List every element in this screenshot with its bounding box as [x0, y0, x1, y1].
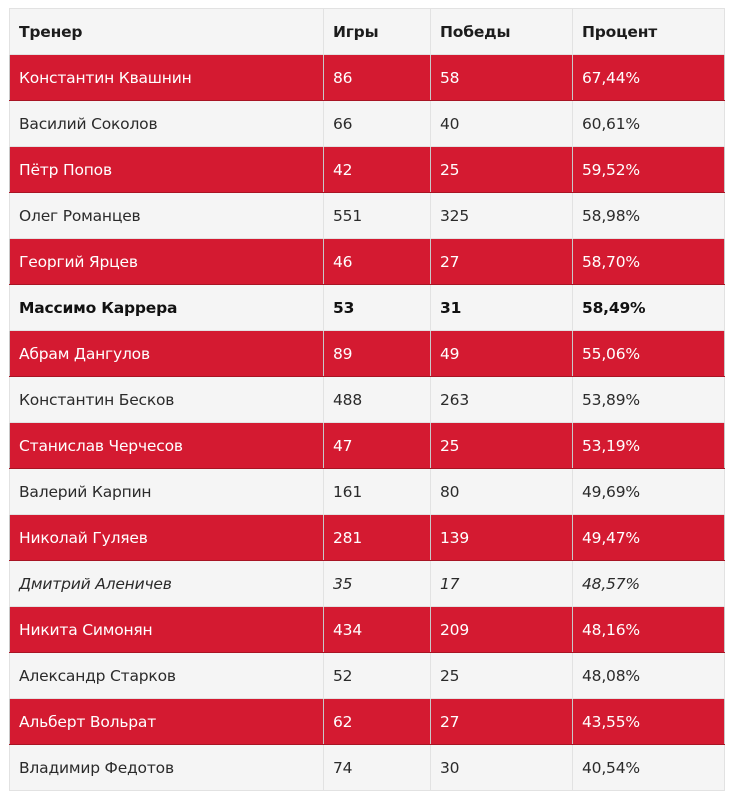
cell-wins: 263	[431, 377, 573, 423]
table-row-highlighted	[10, 285, 725, 331]
cell-wins: 40	[431, 101, 573, 147]
table-row	[10, 469, 725, 515]
table-row	[10, 745, 725, 791]
cell-wins: 209	[431, 607, 573, 653]
table-row-current	[10, 561, 725, 607]
cell-games: 74	[324, 745, 431, 791]
cell-percent: 49,69%	[573, 469, 725, 515]
cell-coach: Абрам Дангулов	[10, 331, 324, 377]
cell-wins: 27	[431, 239, 573, 285]
cell-coach: Валерий Карпин	[10, 469, 324, 515]
cell-games: 47	[324, 423, 431, 469]
header-percent: Процент	[573, 9, 725, 55]
table-row	[10, 423, 725, 469]
cell-coach: Станислав Черчесов	[10, 423, 324, 469]
cell-percent: 67,44%	[573, 55, 725, 101]
cell-coach: Дмитрий Аленичев	[10, 561, 324, 607]
cell-percent: 60,61%	[573, 101, 725, 147]
table-row	[10, 515, 725, 561]
cell-coach: Альберт Вольрат	[10, 699, 324, 745]
table-row	[10, 653, 725, 699]
cell-games: 62	[324, 699, 431, 745]
cell-coach: Георгий Ярцев	[10, 239, 324, 285]
header-games: Игры	[324, 9, 431, 55]
cell-wins: 58	[431, 55, 573, 101]
cell-games: 46	[324, 239, 431, 285]
cell-percent: 40,54%	[573, 745, 725, 791]
cell-games: 52	[324, 653, 431, 699]
cell-percent: 49,47%	[573, 515, 725, 561]
cell-coach: Владимир Федотов	[10, 745, 324, 791]
cell-games: 434	[324, 607, 431, 653]
cell-wins: 25	[431, 147, 573, 193]
cell-percent: 58,49%	[573, 285, 725, 331]
table-row	[10, 101, 725, 147]
table-header-row	[10, 9, 725, 55]
table-row	[10, 699, 725, 745]
coaches-table	[9, 8, 725, 791]
cell-percent: 53,19%	[573, 423, 725, 469]
cell-coach: Никита Симонян	[10, 607, 324, 653]
cell-wins: 31	[431, 285, 573, 331]
table-row	[10, 331, 725, 377]
cell-wins: 17	[431, 561, 573, 607]
cell-wins: 80	[431, 469, 573, 515]
cell-coach: Александр Старков	[10, 653, 324, 699]
cell-coach: Олег Романцев	[10, 193, 324, 239]
cell-percent: 53,89%	[573, 377, 725, 423]
cell-coach: Массимо Каррера	[10, 285, 324, 331]
table-row	[10, 377, 725, 423]
cell-wins: 25	[431, 423, 573, 469]
header-coach: Тренер	[10, 9, 324, 55]
cell-games: 86	[324, 55, 431, 101]
cell-wins: 27	[431, 699, 573, 745]
cell-percent: 48,16%	[573, 607, 725, 653]
cell-games: 35	[324, 561, 431, 607]
cell-percent: 58,98%	[573, 193, 725, 239]
cell-games: 89	[324, 331, 431, 377]
cell-wins: 25	[431, 653, 573, 699]
cell-wins: 30	[431, 745, 573, 791]
cell-percent: 55,06%	[573, 331, 725, 377]
cell-games: 551	[324, 193, 431, 239]
table-row	[10, 193, 725, 239]
header-wins: Победы	[431, 9, 573, 55]
cell-games: 161	[324, 469, 431, 515]
cell-wins: 49	[431, 331, 573, 377]
table-row	[10, 607, 725, 653]
table-row	[10, 147, 725, 193]
cell-percent: 59,52%	[573, 147, 725, 193]
cell-coach: Константин Бесков	[10, 377, 324, 423]
cell-games: 488	[324, 377, 431, 423]
cell-coach: Пётр Попов	[10, 147, 324, 193]
cell-coach: Константин Квашнин	[10, 55, 324, 101]
cell-wins: 139	[431, 515, 573, 561]
cell-wins: 325	[431, 193, 573, 239]
cell-percent: 48,57%	[573, 561, 725, 607]
coaches-table-container	[9, 8, 724, 791]
table-row	[10, 55, 725, 101]
cell-games: 66	[324, 101, 431, 147]
cell-games: 42	[324, 147, 431, 193]
cell-games: 53	[324, 285, 431, 331]
cell-percent: 48,08%	[573, 653, 725, 699]
cell-games: 281	[324, 515, 431, 561]
cell-percent: 43,55%	[573, 699, 725, 745]
cell-coach: Василий Соколов	[10, 101, 324, 147]
table-row	[10, 239, 725, 285]
cell-coach: Николай Гуляев	[10, 515, 324, 561]
cell-percent: 58,70%	[573, 239, 725, 285]
